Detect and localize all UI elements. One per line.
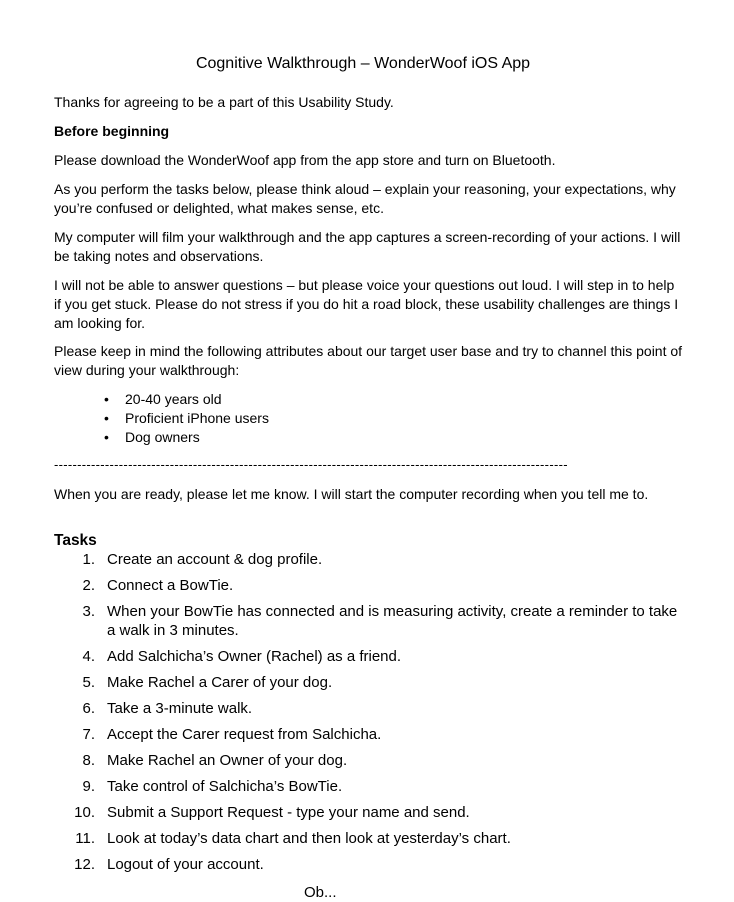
task-item bbox=[72, 550, 682, 569]
task-item bbox=[72, 751, 682, 770]
before-beginning-heading: Before beginning bbox=[54, 123, 170, 139]
task-number: 10. bbox=[74, 804, 95, 821]
document-title: Cognitive Walkthrough – WonderWoof iOS App bbox=[195, 55, 531, 72]
attribute-item bbox=[104, 409, 269, 428]
attribute-item bbox=[104, 390, 269, 409]
task-text: Accept the Carer request from Salchicha. bbox=[107, 726, 382, 743]
task-number: 8. bbox=[82, 752, 95, 769]
task-text: Create an account & dog profile. bbox=[107, 551, 323, 568]
task-item bbox=[72, 602, 682, 640]
task-number: 11. bbox=[75, 830, 95, 847]
task-item bbox=[72, 777, 682, 796]
task-number: 3. bbox=[82, 603, 95, 620]
task-text: Logout of your account. bbox=[107, 856, 264, 873]
cutoff-line: Ob... bbox=[304, 884, 337, 901]
bullet-icon: • bbox=[104, 429, 109, 445]
task-number: 2. bbox=[82, 577, 95, 594]
task-text: Look at today’s data chart and then look at yesterday’s chart. bbox=[107, 830, 511, 847]
bullet-icon: • bbox=[104, 410, 109, 426]
questions-notice: I will not be able to answer questions – but please voice your questions out loud. I will step in to help if you get stuck. Please do not stress if you do hit a road block, these usability challenges are things I am looking for. bbox=[54, 277, 679, 331]
task-text: Submit a Support Request - type your name and send. bbox=[107, 804, 470, 821]
task-item bbox=[72, 647, 682, 666]
download-instructions: Please download the WonderWoof app from the app store and turn on Bluetooth. bbox=[54, 152, 556, 168]
task-text: Make Rachel an Owner of your dog. bbox=[107, 752, 348, 769]
section-divider: --------------------------------------------------------------------------------------------------------------- bbox=[54, 457, 568, 472]
task-text: When your BowTie has connected and is measuring activity, create a reminder to take a walk in 3 minutes. bbox=[107, 603, 678, 639]
attribute-text: Proficient iPhone users bbox=[125, 410, 269, 426]
task-number: 1. bbox=[82, 551, 95, 568]
task-number: 6. bbox=[82, 700, 95, 717]
task-item bbox=[72, 576, 682, 595]
task-text: Add Salchicha’s Owner (Rachel) as a friend. bbox=[107, 648, 402, 665]
task-text: Connect a BowTie. bbox=[107, 577, 234, 594]
bullet-icon: • bbox=[104, 391, 109, 407]
task-item bbox=[72, 855, 682, 874]
intro-text: Thanks for agreeing to be a part of this Usability Study. bbox=[54, 94, 394, 110]
tasks-heading: Tasks bbox=[54, 532, 97, 549]
task-item bbox=[72, 803, 682, 822]
task-text: Take control of Salchicha’s BowTie. bbox=[107, 778, 343, 795]
task-number: 7. bbox=[82, 726, 95, 743]
attribute-item bbox=[104, 428, 269, 447]
task-number: 5. bbox=[82, 674, 95, 691]
think-aloud-instructions: As you perform the tasks below, please think aloud – explain your reasoning, your expectations, why you’re confused or delighted, what makes sense, etc. bbox=[54, 181, 676, 216]
tasks-list bbox=[72, 550, 682, 881]
attribute-text: 20-40 years old bbox=[125, 391, 222, 407]
task-number: 4. bbox=[82, 648, 95, 665]
task-item bbox=[72, 673, 682, 692]
task-item bbox=[72, 725, 682, 744]
task-number: 9. bbox=[82, 778, 95, 795]
recording-notice: My computer will film your walkthrough and the app captures a screen-recording of your actions. I will be taking notes and observations. bbox=[54, 229, 681, 264]
task-item bbox=[72, 829, 682, 848]
attribute-text: Dog owners bbox=[125, 429, 200, 445]
ready-notice: When you are ready, please let me know. I will start the computer recording when you tell me to. bbox=[54, 486, 649, 502]
attributes-intro: Please keep in mind the following attributes about our target user base and try to channel this point of view during your walkthrough: bbox=[54, 343, 683, 378]
task-item bbox=[72, 699, 682, 718]
task-text: Take a 3-minute walk. bbox=[107, 700, 253, 717]
task-number: 12. bbox=[74, 856, 95, 873]
attributes-list bbox=[104, 390, 269, 447]
task-text: Make Rachel a Carer of your dog. bbox=[107, 674, 333, 691]
